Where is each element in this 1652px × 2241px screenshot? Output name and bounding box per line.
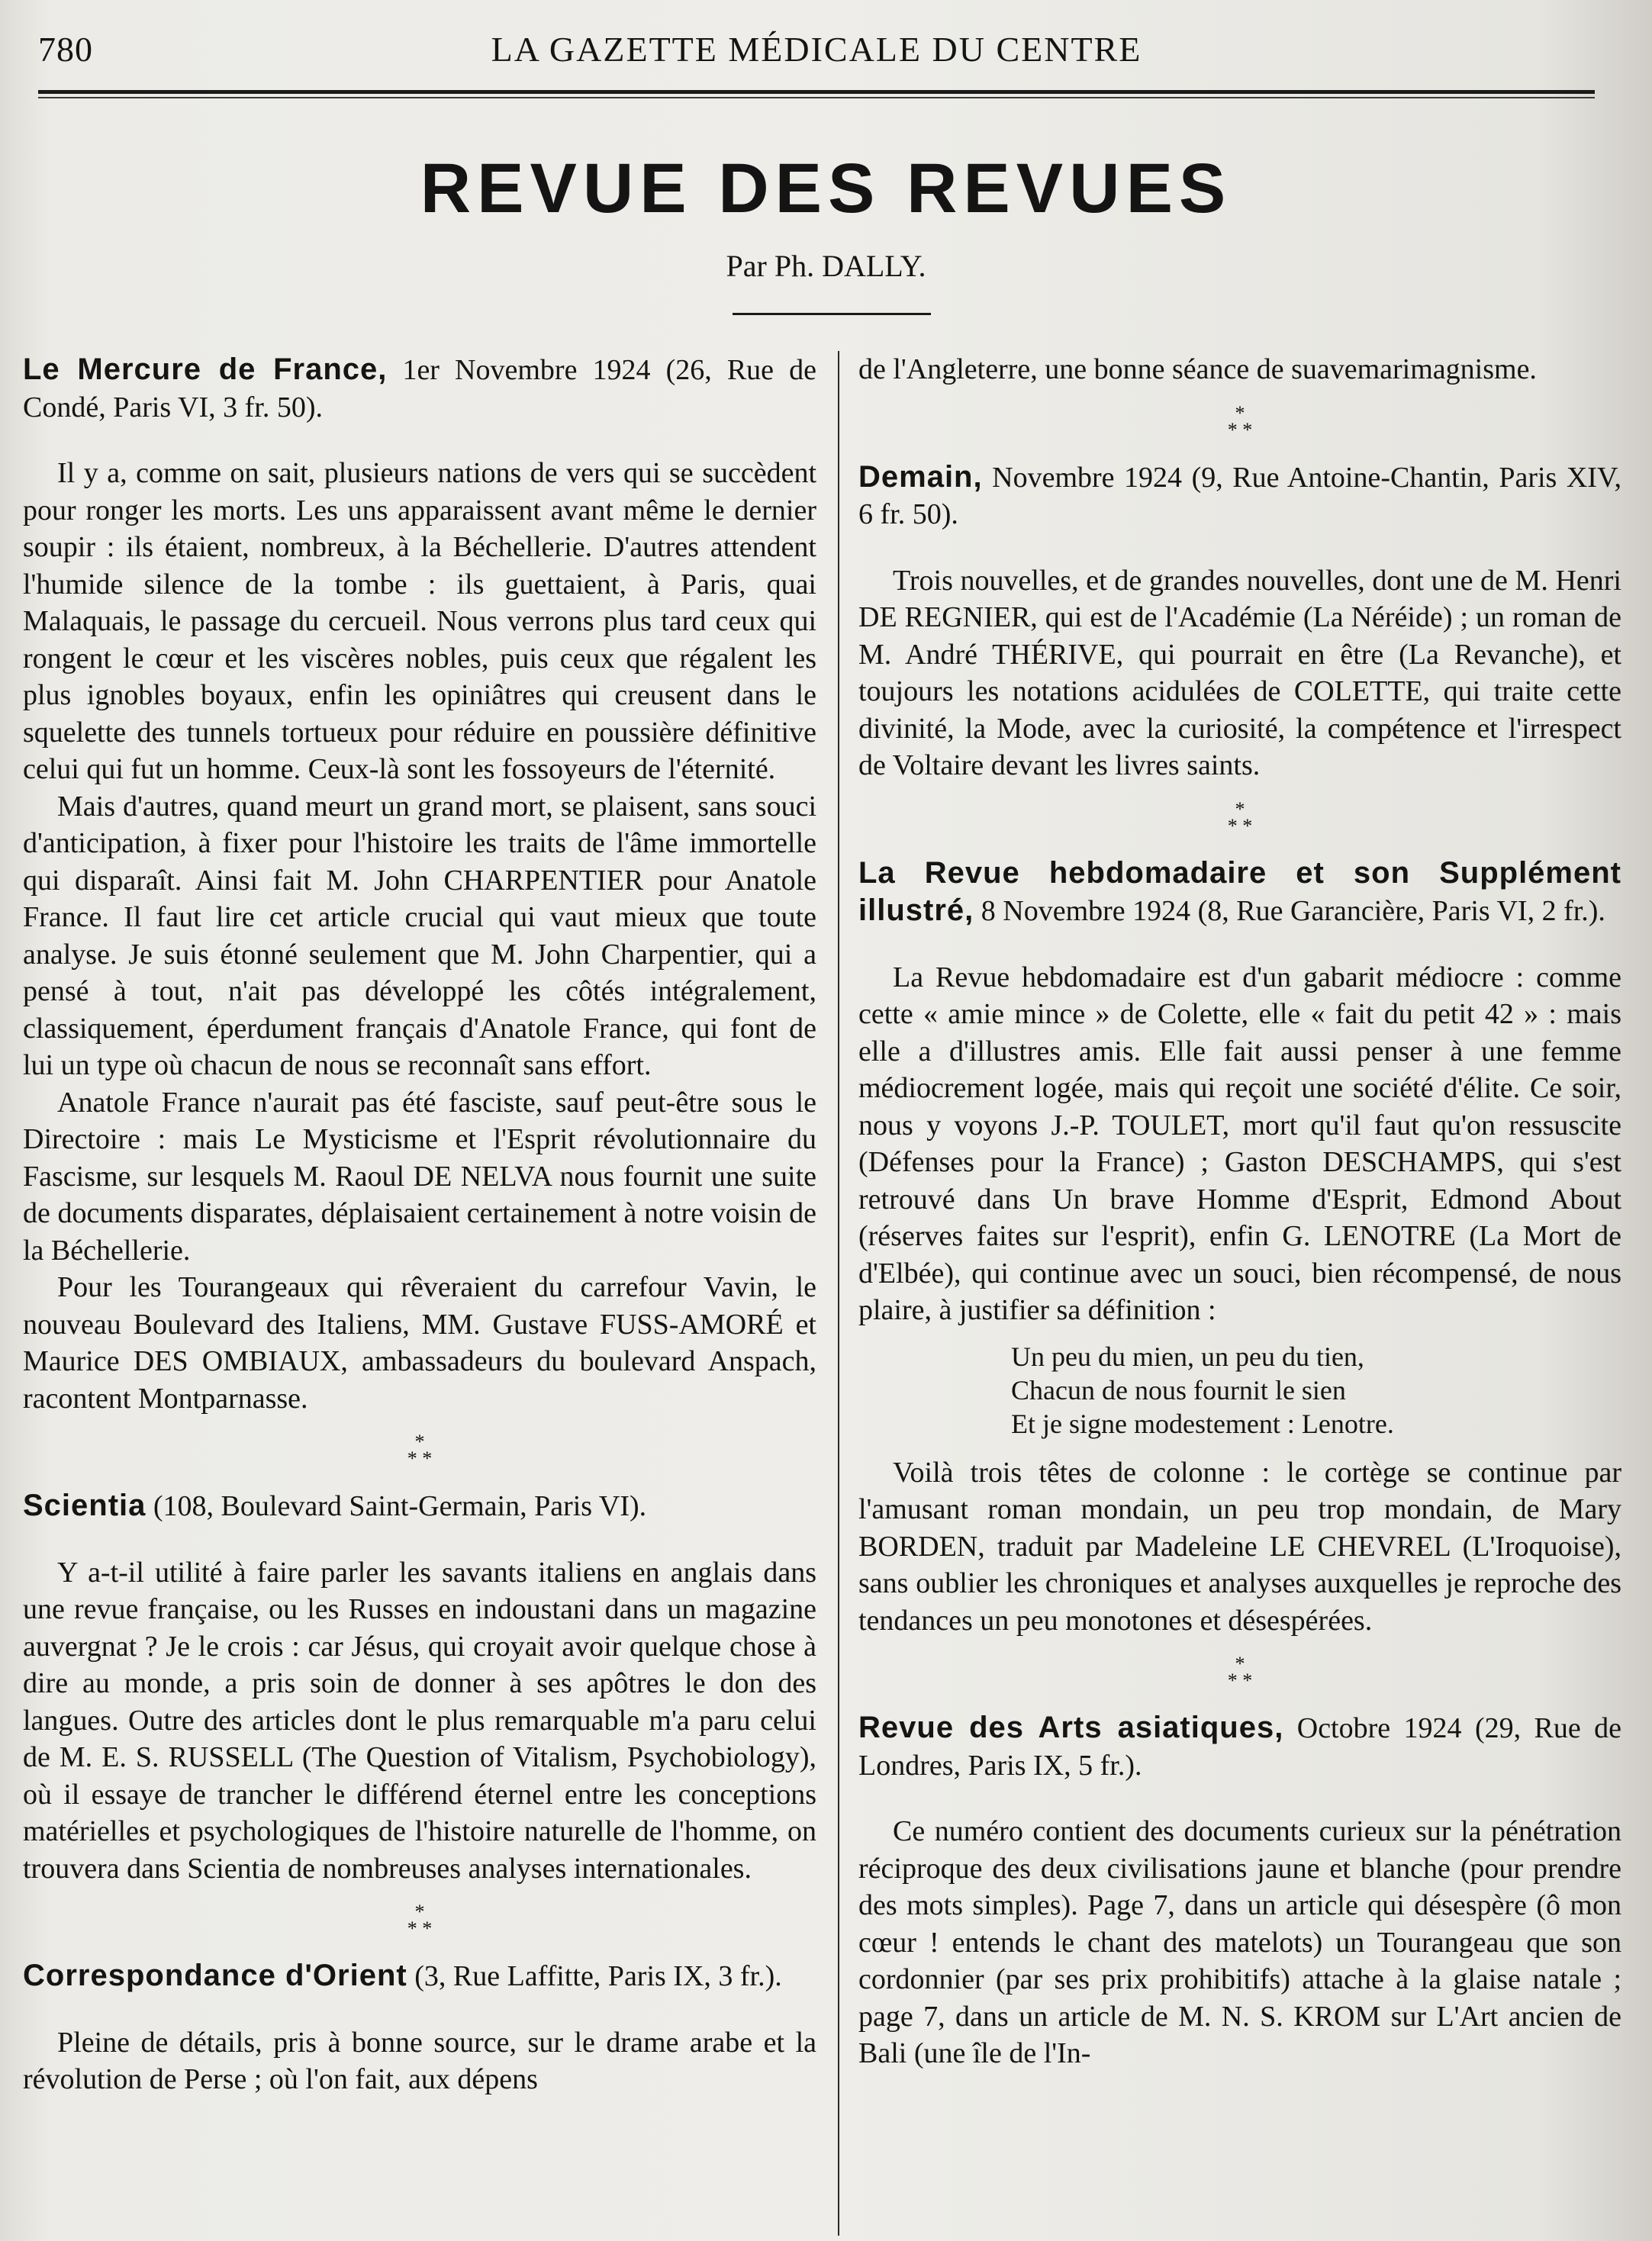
review-name: Le Mercure de France, (23, 353, 388, 386)
header-rule (38, 90, 1595, 94)
review-details: (108, Boulevard Saint-Germain, Paris VI). (146, 1490, 647, 1522)
review-details: Novembre 1924 (9, Rue Antoine-Chantin, Paris XIV, 6 fr. 50). (858, 461, 1621, 530)
review-heading-demain (858, 459, 1621, 533)
separator-asterism: * * * (407, 1901, 433, 1940)
paragraph: Ce numéro contient des documents curieux sur la pénétration réciproque des deux civilisations jaune et blanche (pour prendre des mots simples). Page 7, dans un article qui désespère (ô mon cœur ! entends le chant des matelots) un Tourangeau que son cordonnier (par ses prix prohibitifs) attache à la glaise natale ; page 7, dans un article de M. N. S. KROM sur L'Art ancien de Bali (une île de l'In- (858, 1815, 1621, 2069)
review-heading-hebdomadaire (858, 855, 1621, 930)
review-name: Correspondance d'Orient (23, 1959, 407, 1992)
paragraph-continued: de l'Angleterre, une bonne séance de suavemarimagnisme. (858, 353, 1537, 385)
review-details: (3, Rue Laffitte, Paris IX, 3 fr.). (407, 1960, 782, 1992)
paragraph: Voilà trois têtes de colonne : le cortège se continue par l'amusant roman mondain, un peu trop mondain, de Mary BORDEN, traduit par Madeleine LE CHEVREL (L'Iroquoise), sans oublier les chroniques et analyses auxquelles je reproche des tendances un peu monotones et désespérées. (858, 1456, 1621, 1637)
verse-line: Chacun de nous fournit le sien (1011, 1374, 1346, 1405)
paragraph: Il y a, comme on sait, plusieurs nations de vers qui se succèdent pour ronger les morts. Les uns apparaissent avant même le dernier soupir : ils étaient, nombreux, à la Béchellerie. D'autres attendent l'humide silence de la tombe : ils guettaient, à Paris, quai Malaquais, le passage du cercueil. Nous verrons plus tard ceux qui rongent le cœur et les viscères nobles, puis ceux que régalent les plus ignobles boyaux, enfin les opiniâtres qui creusent dans le squelette des tunnels tortueux pour réduire en poussière définitive celui qui fut un homme. Ceux-là sont les fossoyeurs de l'éternité. (23, 457, 816, 785)
review-details: 1er Novembre 1924 (26, Rue de Condé, Paris VI, 3 fr. 50). (23, 354, 816, 423)
running-head (31, 29, 1602, 75)
separator-asterism: * * * (1227, 401, 1253, 441)
left-column (23, 351, 816, 2098)
paragraph: Trois nouvelles, et de grandes nouvelles, dont une de M. Henri DE REGNIER, qui est de l'Académie (La Néréide) ; un roman de M. André THÉRIVE, qui pourrait en être (La Revanche), et toujours les notations acidulées de COLETTE, qui traite cette divinité, la Mode, avec la curiosité, la compétence et l'irrespect de Voltaire devant les livres saints. (858, 564, 1621, 781)
journal-title: LA GAZETTE MÉDICALE DU CENTRE (491, 30, 1142, 69)
paragraph: Pleine de détails, pris à bonne source, sur le drame arabe et la révolution de Perse ; où l'on fait, aux dépens (23, 2026, 816, 2095)
review-heading-correspondance (23, 1957, 816, 1995)
column-divider (838, 351, 839, 2236)
review-details: 8 Novembre 1924 (8, Rue Garancière, Paris VI, 2 fr.). (974, 895, 1605, 927)
paragraph: La Revue hebdomadaire est d'un gabarit médiocre : comme cette « amie mince » de Colette, elle « fait du petit 42 » : mais elle a d'illustres amis. Elle fait aussi penser à une femme médiocrement logée, mais qui reçoit une société d'élite. Ce soir, nous y voyons J.-P. TOULET, mort qu'il faut qu'on ressuscite (Défenses pour la France) ; Gaston DESCHAMPS, qui s'est retrouvé dans Un brave Homme d'Esprit, Edmond About (réserves faites sur l'esprit), enfin G. LENOTRE (La Mort de d'Elbée), qui continue avec un souci, bien récompensé, de nous plaire, à justifier sa définition : (858, 961, 1621, 1326)
review-name: La Revue hebdomadaire et son Supplément illustré, (858, 855, 1621, 927)
right-column (858, 351, 1621, 2072)
review-name: Scientia (23, 1489, 147, 1522)
header-rule-thin (38, 97, 1595, 98)
page-number: 780 (38, 30, 93, 69)
section-title: REVUE DES REVUES (420, 150, 1232, 227)
review-heading-scientia (23, 1487, 816, 1525)
paragraph: Pour les Tourangeaux qui rêveraient du carrefour Vavin, le nouveau Boulevard des Italiens, MM. Gustave FUSS-AMORÉ et Maurice DES OMBIAUX, ambassadeurs du boulevard Anspach, racontent Montparnasse. (23, 1271, 816, 1415)
paragraph: Mais d'autres, quand meurt un grand mort, se plaisent, sans souci d'anticipation, à fixer pour l'histoire les traits de l'âme immortelle qui disparaît. Ainsi fait M. John CHARPENTIER pour Anatole France. Il faut lire cet article crucial qui vaut mieux que toute analyse. Je suis étonné seulement que M. John Charpentier, qui a pensé à tout, n'ait pas développé les côtés intégralement, classiquement, éperdument français d'Anatole France, qui font de lui un type où chacun de nous se reconnaît sans effort. (23, 790, 816, 1081)
byline: Par Ph. DALLY. (726, 249, 926, 283)
review-details: Octobre 1924 (29, Rue de Londres, Paris IX, 5 fr.). (858, 1712, 1621, 1782)
paragraph: Anatole France n'aurait pas été fasciste, sauf peut-être sous le Directoire : mais Le Mysticisme et l'Esprit révolutionnaire du Fascisme, sur lesquels M. Raoul DE NELVA nous fournit une suite de documents disparates, déplaisaient certainement à notre voisin de la Béchellerie. (23, 1086, 816, 1267)
review-heading-arts-asiatiques (858, 1709, 1621, 1784)
separator-asterism: * * * (1227, 797, 1253, 837)
separator-asterism: * * * (1227, 1653, 1253, 1692)
verse-line: Un peu du mien, un peu du tien, (1011, 1341, 1364, 1372)
review-heading-mercure (23, 351, 816, 426)
title-rule (733, 313, 931, 315)
paragraph: Y a-t-il utilité à faire parler les savants italiens en anglais dans une revue française, ou les Russes en indoustani dans un magazine auvergnat ? Je le crois : car Jésus, qui croyait avoir quelque chose à dire au monde, a pris soin de donner à ses apôtres le don des langues. Outre des articles dont le plus remarquable m'a paru celui de M. E. S. RUSSELL (The Question of Vitalism, Psychobiology), où il essaye de trancher le différend éternel entre les conceptions matérielles et psychologiques de l'histoire naturelle de l'homme, on trouvera dans Scientia de nombreuses analyses internationales. (23, 1556, 816, 1885)
verse-quote (1011, 1340, 1621, 1441)
verse-line: Et je signe modestement : Lenotre. (1011, 1408, 1394, 1439)
review-name: Revue des Arts asiatiques, (858, 1711, 1284, 1744)
review-name: Demain, (858, 459, 983, 494)
separator-asterism: * * * (407, 1431, 433, 1470)
